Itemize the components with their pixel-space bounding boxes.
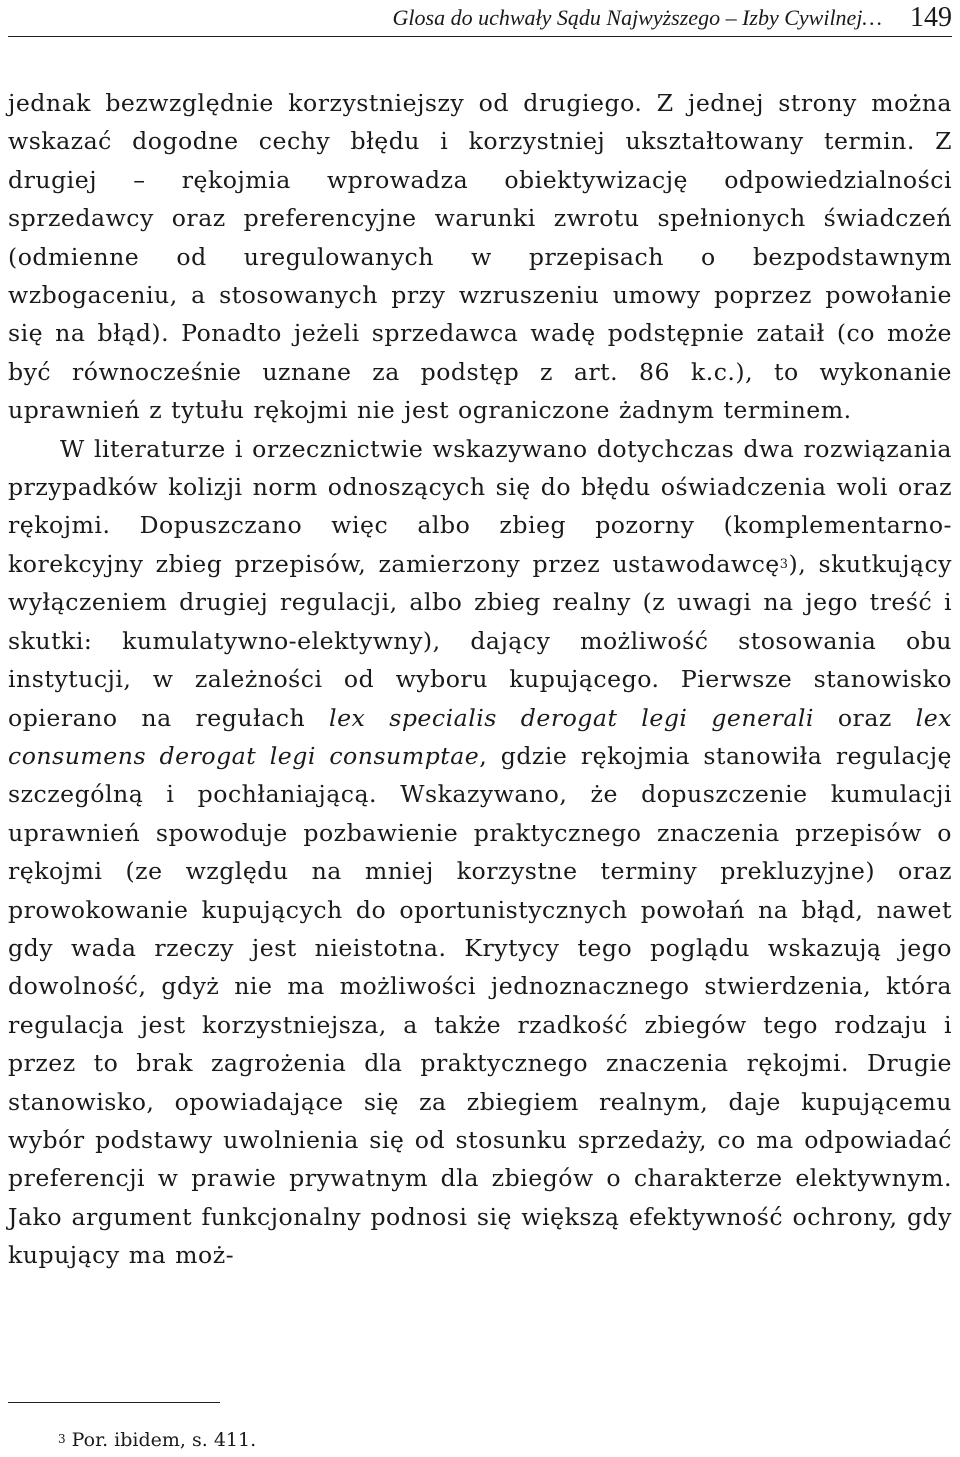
paragraph-2-text-3: oraz [813, 703, 916, 732]
legal-maxim-lex-specialis: lex specialis derogat legi generali [329, 703, 814, 732]
paragraph-1: jednak bezwzględnie korzystniejszy od drugiego. Z jednej strony można wskazać dogodne cechy błędu i korzystniej ukształtowany termin. Z drugiej – rękojmia wprowadza obiektywizację odpowiedzialności sprzedawcy oraz preferencyjne warunki zwrotu spełnionych świadczeń (odmienne od uregulowanych w przepisach o bezpodstawnym wzbogaceniu, a stosowanych przy wzruszeniu umowy poprzez powołanie się na błąd). Ponadto jeżeli sprzedawca wadę podstępnie zataił (co może być równocześnie uznane za podstęp z art. 86 k.c.), to wykonanie uprawnień z tytułu rękojmi nie jest ograniczone żadnym terminem. [8, 89, 952, 425]
paragraph-2-text-4: , gdzie rękojmia stanowiła regulację szczególną i pochłaniającą. Wskazywano, że dopuszczenie kumulacji uprawnień spowoduje pozbawienie praktycznego znaczenia przepisów o rękojmi (ze względu na mniej korzystne terminy prekluzyjne) oraz prowokowanie kupujących do oportunistycznych powołań na błąd, nawet gdy wada rzeczy jest nieistotna. Krytycy tego poglądu wskazują jego dowolność, gdyż nie ma możliwości jednoznacznego stwierdzenia, która regulacja jest korzystniejsza, a także rzadkość zbiegów tego rodzaju i przez to brak zagrożenia dla praktycznego znaczenia rękojmi. Drugie stanowisko, opowiadające się za zbiegiem realnym, daje kupującemu wybór podstawy uwolnienia się od stosunku sprzedaży, co ma odpowiadać preferencji w prawie prywatnym dla zbiegów o charakterze elektywnym. Jako argument funkcjonalny podnosi się większą efektywność ochrony, gdy kupujący ma moż- [8, 741, 952, 1270]
legal-maxim-lex-consumens: lex consumens derogat legi consumptae [8, 703, 952, 770]
running-header [8, 0, 952, 37]
footnote-reference[interactable]: 3 [779, 556, 789, 572]
paragraph-2-text-1: W literaturze i orzecznictwie wskazywano dotychczas dwa rozwiązania przypadków kolizji norm odnoszących się do błędu oświadczenia woli oraz rękojmi. Dopuszczano więc albo zbieg pozorny (komplementarno-korekcyjny zbieg przepisów, zamierzony przez ustawodawcę [8, 434, 952, 578]
footnote-number: 3 [58, 1432, 66, 1446]
page-number: 149 [910, 2, 952, 33]
body-text [8, 84, 952, 1275]
footnote [58, 1427, 256, 1455]
paragraph-2 [8, 430, 952, 1275]
running-title: Glosa do uchwały Sądu Najwyższego – Izby Cywilnej… [392, 5, 882, 30]
paragraph-2-text-2: ), skutkujący wyłączeniem drugiej regulacji, albo zbieg realny (z uwagi na jego treść i skutki: kumulatywno-elektywny), dający możliwość stosowania obu instytucji, w zależności od wyboru kupującego. Pierwsze stanowisko opierano na regułach [8, 549, 952, 732]
footnote-divider [8, 1402, 220, 1403]
footnote-text: Por. ibidem, s. 411. [71, 1429, 257, 1451]
